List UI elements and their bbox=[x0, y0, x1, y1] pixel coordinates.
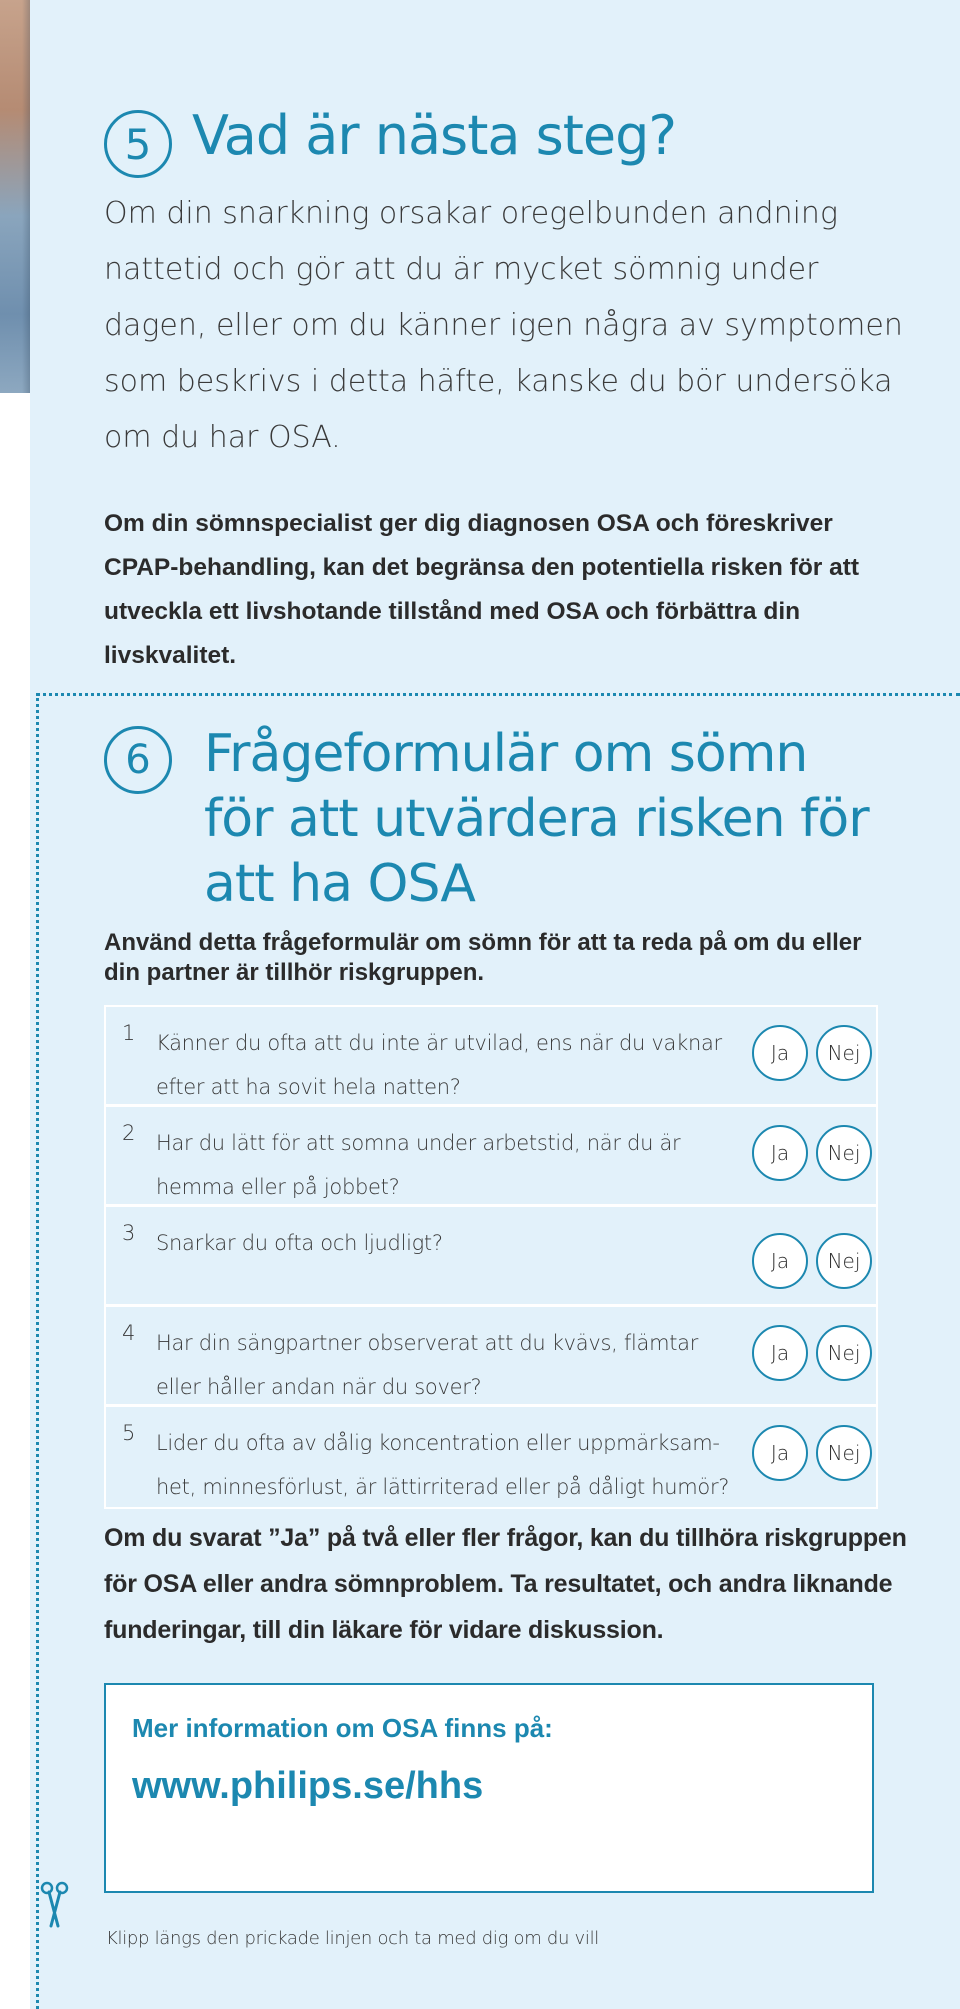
question-text: Har din sängpartner observerat att du kvävs, flämtar eller håller andan när du sover? bbox=[156, 1331, 699, 1399]
table-row bbox=[106, 1407, 876, 1507]
cover-photo-edge bbox=[0, 0, 30, 393]
step-5-number-badge: 5 bbox=[104, 110, 172, 178]
table-row bbox=[106, 1007, 876, 1107]
question-number: 4 bbox=[122, 1321, 136, 1345]
question-text: Lider du ofta av dålig koncentration eller uppmärksam-het, minnesförlust, är lättirriterad eller på dåligt humör? bbox=[156, 1431, 730, 1499]
step-5-intro-text: Om din snarkning orsakar oregelbunden andning nattetid och gör att du är mycket sömnig under dagen, eller om du känner igen några av symptomen som beskrivs i detta häfte, kanske du bör undersöka om du har OSA. bbox=[104, 196, 903, 455]
cut-instruction-note: Klipp längs den prickade linjen och ta med dig om du vill bbox=[106, 1928, 599, 1949]
step-6-title bbox=[204, 722, 924, 917]
answer-no-button[interactable]: Nej bbox=[816, 1233, 872, 1289]
step-6-number-badge: 6 bbox=[104, 726, 172, 794]
more-info-label: Mer information om OSA finns på: bbox=[132, 1713, 553, 1743]
answer-no-button[interactable]: Nej bbox=[816, 1325, 872, 1381]
question-text: Har du lätt för att somna under arbetstid, när du är hemma eller på jobbet? bbox=[156, 1131, 681, 1199]
answer-yes-button[interactable]: Ja bbox=[752, 1233, 808, 1289]
table-row bbox=[106, 1107, 876, 1207]
answer-yes-button[interactable]: Ja bbox=[752, 1125, 808, 1181]
questionnaire-result-text: Om du svarat ”Ja” på två eller fler frågor, kan du tillhöra riskgruppen för OSA eller andra sömnproblem. Ta resultatet, och andra liknande funderingar, till din läkare för vidare diskussion. bbox=[104, 1524, 907, 1644]
step-6-title-line-2: för att utvärdera risken för bbox=[204, 789, 869, 849]
cut-line-vertical bbox=[36, 693, 39, 2009]
question-number: 1 bbox=[122, 1021, 136, 1045]
cut-line-horizontal bbox=[36, 693, 960, 696]
scissors-icon bbox=[38, 1880, 70, 1930]
philips-website-link[interactable]: www.philips.se/hhs bbox=[132, 1765, 484, 1807]
question-text: Känner du ofta att du inte är utvilad, ens när du vaknar efter att ha sovit hela natten? bbox=[156, 1031, 722, 1099]
questionnaire-table bbox=[104, 1005, 878, 1509]
table-row bbox=[106, 1207, 876, 1307]
answer-yes-button[interactable]: Ja bbox=[752, 1325, 808, 1381]
step-6-title-line-3: att ha OSA bbox=[204, 854, 475, 914]
question-number: 5 bbox=[122, 1421, 136, 1445]
step-6-title-line-1: Frågeformulär om sömn bbox=[204, 724, 808, 784]
answer-yes-button[interactable]: Ja bbox=[752, 1425, 808, 1481]
answer-no-button[interactable]: Nej bbox=[816, 1425, 872, 1481]
question-number: 2 bbox=[122, 1121, 136, 1145]
question-text: Snarkar du ofta och ljudligt? bbox=[156, 1231, 443, 1255]
step-5-treatment-text: Om din sömnspecialist ger dig diagnosen OSA och föreskriver CPAP-behandling, kan det begränsa den potentiella risken för att utveckla ett livshotande tillstånd med OSA och förbättra din livskvalitet. bbox=[104, 510, 860, 669]
questionnaire-lead: Använd detta frågeformulär om sömn för att ta reda på om du eller din partner är tillhör riskgruppen. bbox=[104, 929, 862, 986]
step-5-title: Vad är nästa steg? bbox=[192, 104, 677, 167]
table-row bbox=[106, 1307, 876, 1407]
answer-yes-button[interactable]: Ja bbox=[752, 1025, 808, 1081]
answer-no-button[interactable]: Nej bbox=[816, 1125, 872, 1181]
more-info-box bbox=[104, 1683, 874, 1893]
answer-no-button[interactable]: Nej bbox=[816, 1025, 872, 1081]
question-number: 3 bbox=[122, 1221, 136, 1245]
